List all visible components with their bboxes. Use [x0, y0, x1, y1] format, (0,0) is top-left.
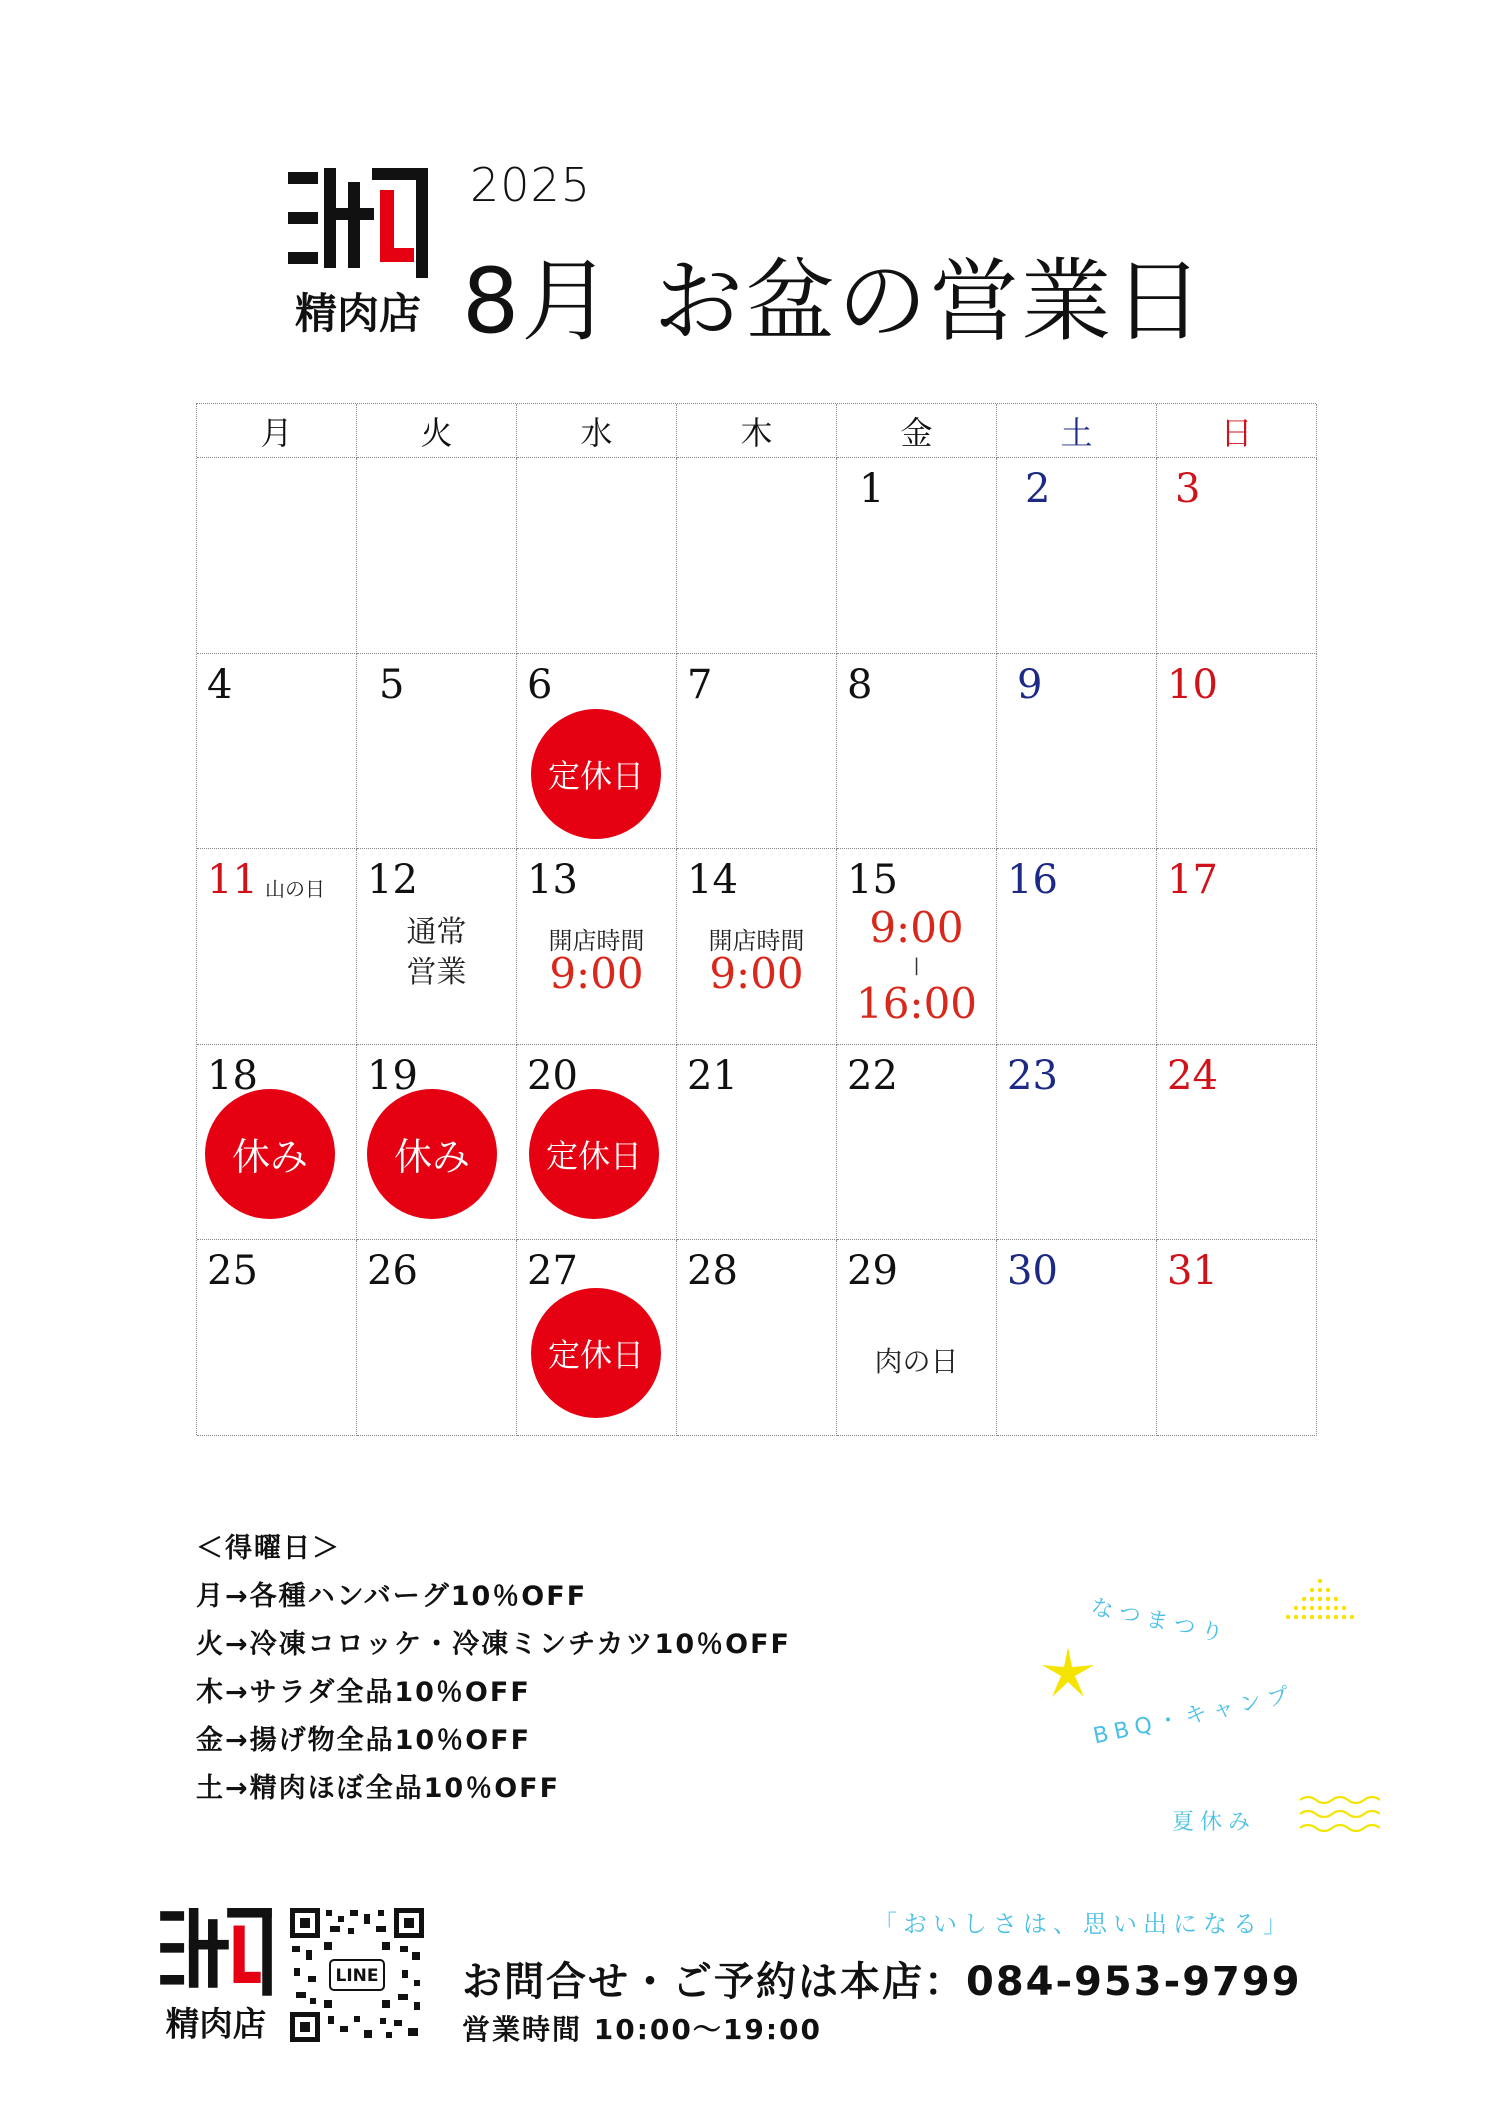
day-number: 26 [367, 1248, 418, 1295]
open-time: 9:00 [869, 903, 964, 953]
day-cell-30 [997, 1240, 1157, 1436]
page-title [462, 228, 1205, 358]
regular-holiday-badge: 定休日 [531, 709, 661, 839]
rest-badge: 休み [367, 1089, 497, 1219]
line-qr-code[interactable] [290, 1908, 424, 2042]
day-number: 31 [1167, 1248, 1218, 1295]
holiday-label: 山の日 [265, 877, 325, 902]
special-day-item: 土→精肉ほぼ全品10％OFF [196, 1773, 561, 1804]
day-number: 20 [527, 1052, 578, 1099]
day-number: 3 [1175, 466, 1201, 512]
day-cell-1 [837, 458, 997, 654]
day-number: 10 [1167, 661, 1218, 708]
star-icon [1038, 1645, 1098, 1701]
day-number: 25 [207, 1248, 258, 1295]
day-number: 14 [687, 857, 738, 904]
day-cell-10 [1157, 654, 1317, 850]
day-number: 23 [1007, 1052, 1058, 1099]
day-cell-18 [197, 1045, 357, 1241]
weekday-tue: 火 [357, 404, 517, 458]
logo-text: 精肉店 [294, 289, 422, 336]
day-cell-16 [997, 849, 1157, 1045]
special-day-item: 木→サラダ全品10％OFF [196, 1677, 531, 1708]
regular-holiday-badge: 定休日 [531, 1288, 661, 1418]
day-number: 30 [1007, 1248, 1058, 1295]
weekday-thu: 木 [677, 404, 837, 458]
day-cell-5 [357, 654, 517, 850]
special-days-heading: ＜得曜日＞ [196, 1533, 341, 1564]
open-time-label: 開店時間 [708, 927, 805, 956]
bbq-camp-text: BBQ・キャンプ [1091, 1682, 1298, 1750]
open-time: 9:00 [709, 949, 804, 999]
day-cell-11 [197, 849, 357, 1045]
qr-line-label: LINE [335, 1966, 379, 1986]
day-number: 29 [847, 1248, 898, 1295]
day-cell-29 [837, 1240, 997, 1436]
meat-day-label: 肉の日 [874, 1345, 959, 1379]
day-cell-28 [677, 1240, 837, 1436]
day-cell-14 [677, 849, 837, 1045]
day-number: 18 [207, 1052, 258, 1099]
day-number: 22 [847, 1052, 898, 1099]
day-cell-25 [197, 1240, 357, 1436]
day-number: 15 [847, 857, 898, 904]
day-number: 9 [1017, 661, 1043, 708]
day-cell-23 [997, 1045, 1157, 1241]
day-number: 24 [1167, 1052, 1218, 1099]
month: 8月 [462, 249, 614, 354]
day-cell-31 [1157, 1240, 1317, 1436]
day-number: 17 [1167, 857, 1218, 904]
day-cell-12 [357, 849, 517, 1045]
regular-holiday-badge: 定休日 [529, 1089, 659, 1219]
waves-icon [1298, 1792, 1380, 1836]
day-number: 19 [367, 1052, 418, 1099]
day-number: 7 [687, 661, 713, 708]
slogan: 「おいしさは、思い出になる」 [873, 1910, 1293, 1938]
day-cell-empty [357, 458, 517, 654]
day-number: 11 [207, 857, 258, 904]
day-number: 5 [379, 661, 405, 708]
summer-festival-text: なつまつり [1088, 1594, 1231, 1649]
day-number: 27 [527, 1248, 578, 1295]
close-time: 16:00 [855, 979, 978, 1029]
weekday-sun: 日 [1157, 404, 1317, 458]
day-cell-3 [1157, 458, 1317, 654]
day-number: 1 [859, 466, 885, 512]
day-cell-17 [1157, 849, 1317, 1045]
day-number: 16 [1007, 857, 1058, 904]
day-cell-22 [837, 1045, 997, 1241]
day-number: 13 [527, 857, 578, 904]
day-cell-21 [677, 1045, 837, 1241]
logo-text: 精肉店 [165, 2004, 267, 2042]
day-cell-empty [677, 458, 837, 654]
day-cell-15 [837, 849, 997, 1045]
day-cell-empty [197, 458, 357, 654]
special-day-item: 火→冷凍コロッケ・冷凍ミンチカツ10％OFF [196, 1629, 791, 1660]
day-cell-27 [517, 1240, 677, 1436]
summer-vacation-text: 夏休み [1172, 1810, 1257, 1835]
day-number: 21 [687, 1052, 738, 1099]
day-cell-26 [357, 1240, 517, 1436]
normal-hours-note [357, 913, 516, 993]
year: 2025 [470, 158, 592, 212]
note-line: 営業 [406, 955, 467, 991]
dots-triangle-icon [1280, 1575, 1360, 1625]
footer-logo [160, 1908, 272, 2042]
day-cell-24 [1157, 1045, 1317, 1241]
day-number: 6 [527, 661, 553, 708]
weekday-fri: 金 [837, 404, 997, 458]
special-days-list [196, 1525, 791, 1813]
day-cell-empty [517, 458, 677, 654]
day-cell-7 [677, 654, 837, 850]
weekday-wed: 水 [517, 404, 677, 458]
day-cell-2 [997, 458, 1157, 654]
time-separator: | [913, 955, 920, 977]
day-cell-20 [517, 1045, 677, 1241]
shop-logo [288, 168, 428, 336]
day-cell-13 [517, 849, 677, 1045]
weekday-mon: 月 [197, 404, 357, 458]
title-text: お盆の営業日 [653, 249, 1206, 354]
special-day-item: 月→各種ハンバーグ10％OFF [196, 1581, 588, 1612]
day-number: 28 [687, 1248, 738, 1295]
weekday-sat: 土 [997, 404, 1157, 458]
day-cell-8 [837, 654, 997, 850]
calendar-grid [196, 403, 1316, 1435]
rest-badge: 休み [205, 1089, 335, 1219]
day-number: 4 [207, 661, 233, 708]
calendar [196, 403, 1316, 1435]
day-number: 12 [367, 857, 418, 904]
day-cell-9 [997, 654, 1157, 850]
open-time: 9:00 [549, 949, 644, 999]
special-day-item: 金→揚げ物全品10％OFF [196, 1725, 532, 1756]
day-cell-6 [517, 654, 677, 850]
day-cell-19 [357, 1045, 517, 1241]
note-line: 通常 [406, 915, 467, 951]
open-time-label: 開店時間 [548, 927, 645, 956]
contact-phone: お問合せ・ご予約は本店：084-953-9799 [462, 1959, 1302, 2005]
day-number: 8 [847, 661, 873, 708]
business-hours: 営業時間 10:00〜19:00 [462, 2013, 823, 2046]
day-cell-4 [197, 654, 357, 850]
day-number: 2 [1025, 466, 1051, 512]
